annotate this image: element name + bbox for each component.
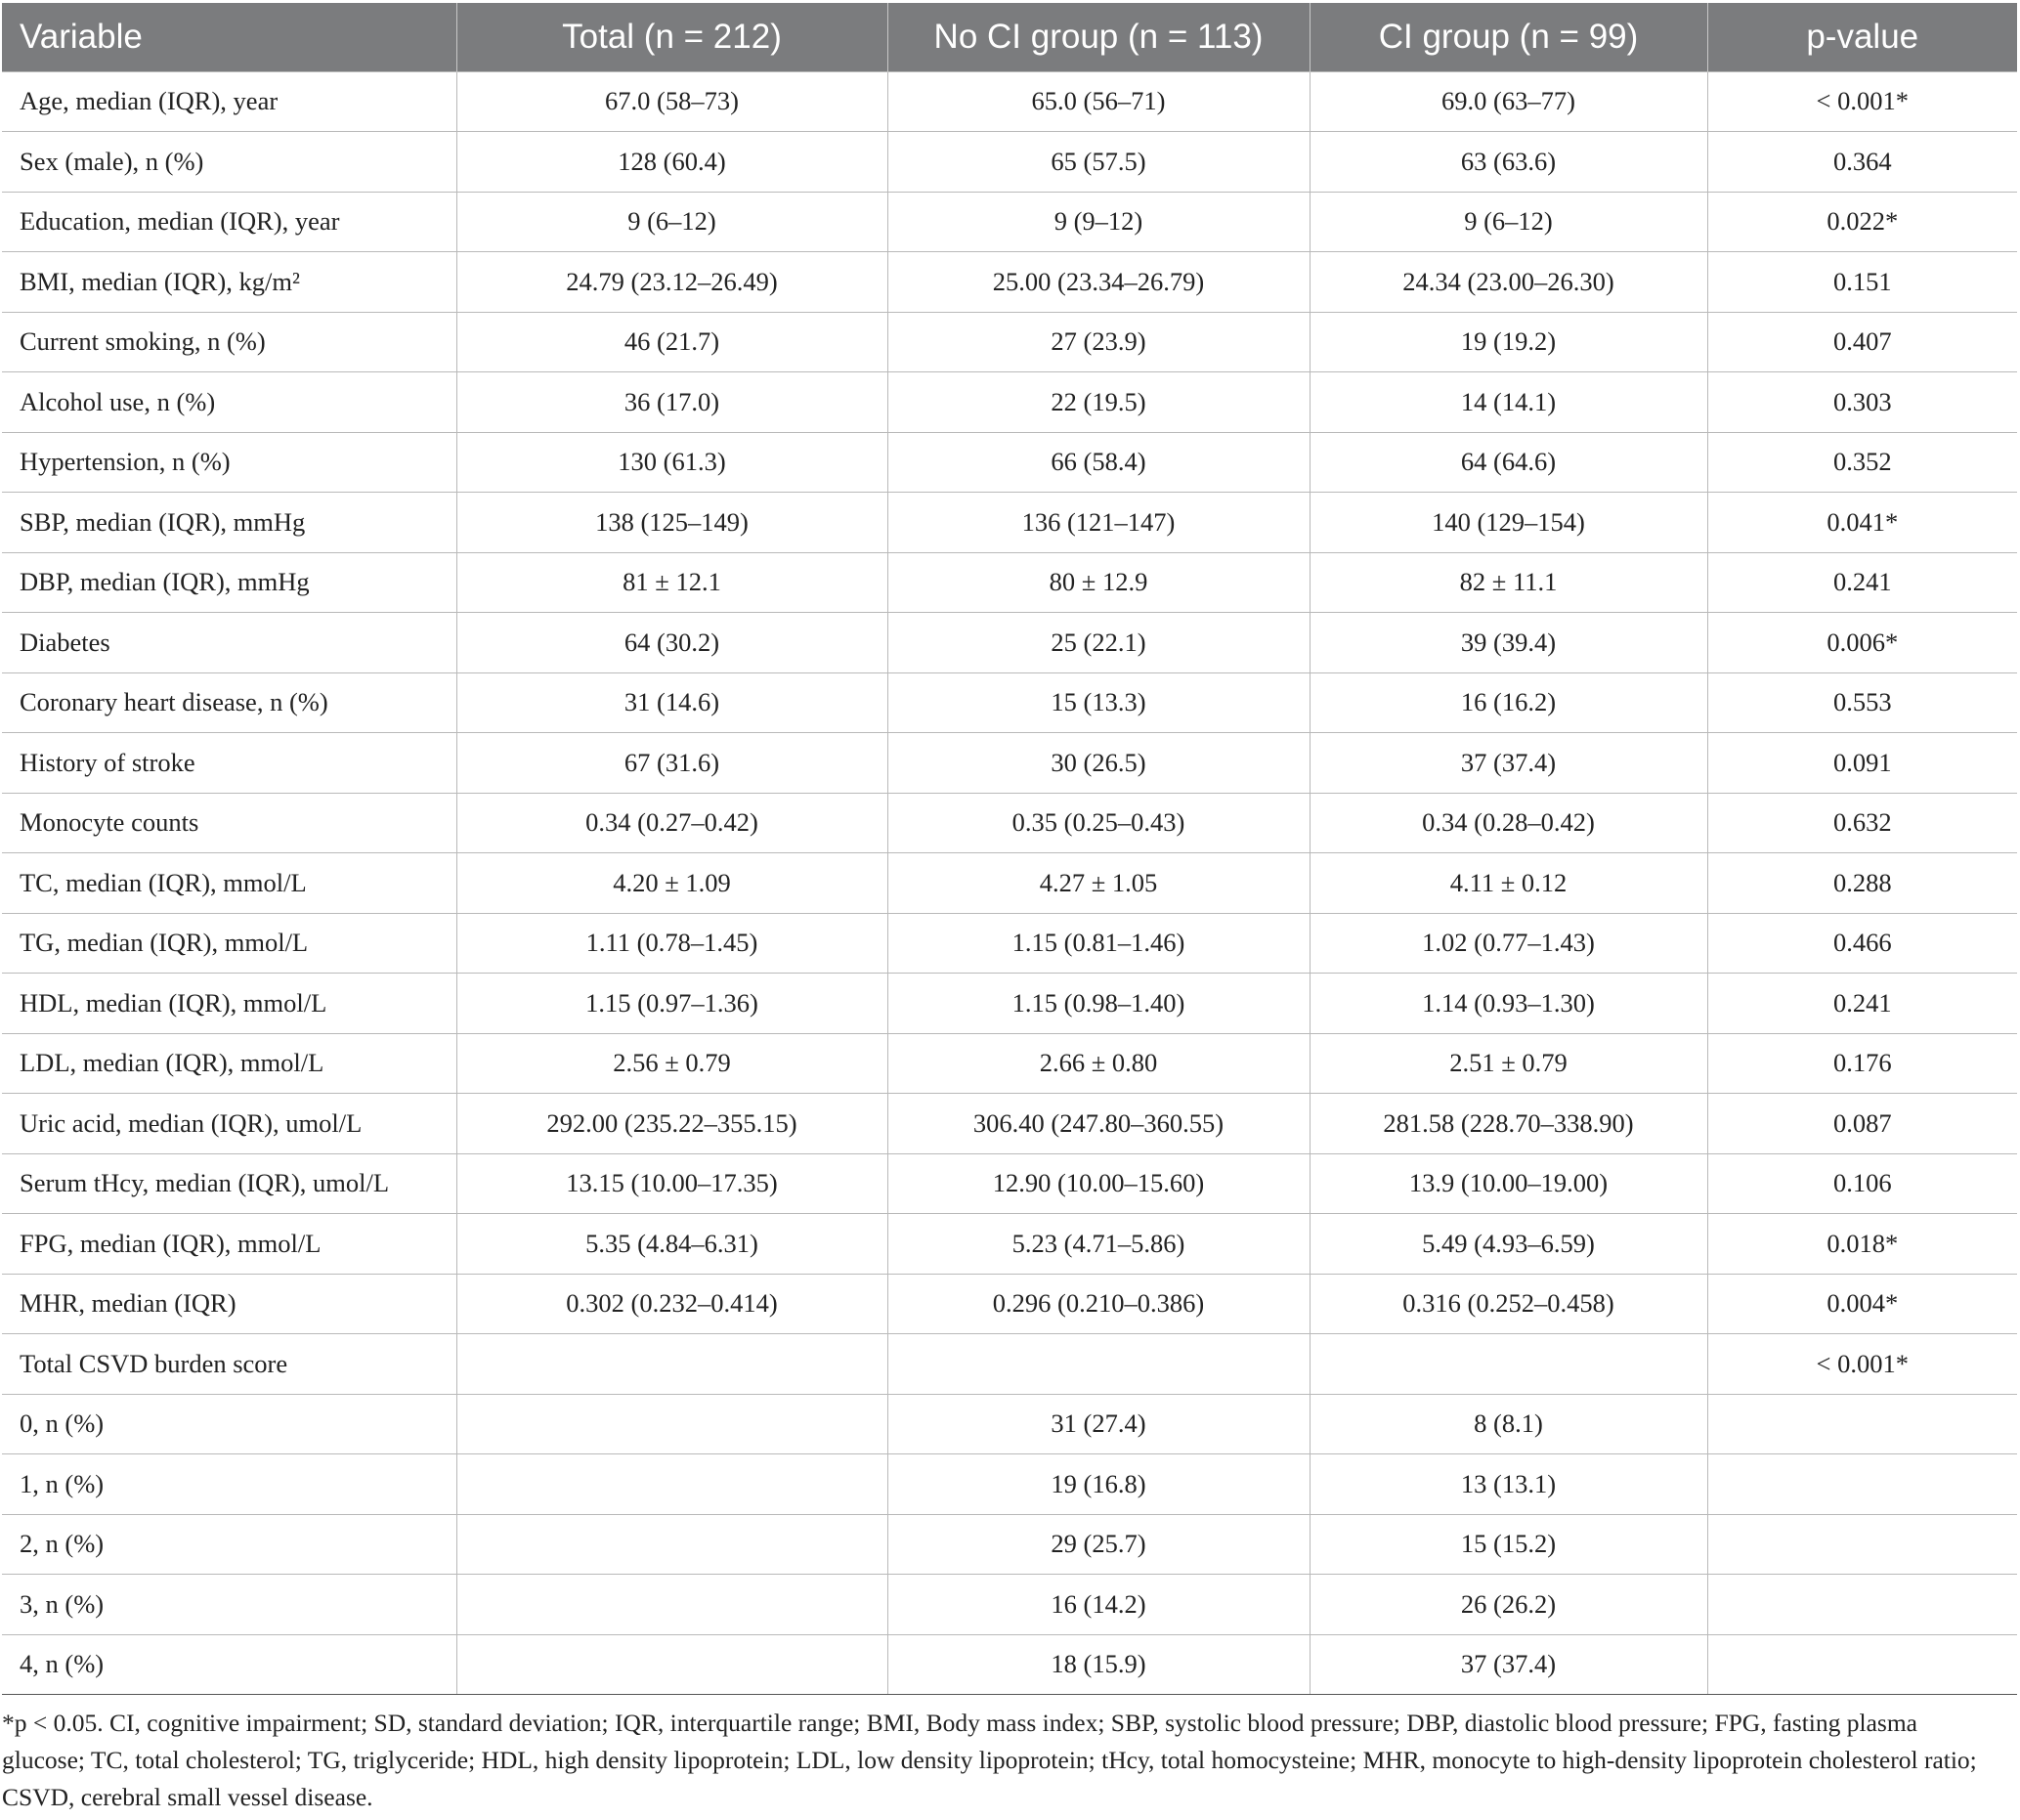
table-row xyxy=(2,672,2017,733)
cell-total: 81 ± 12.1 xyxy=(456,552,887,613)
cell-total xyxy=(456,1454,887,1515)
cell-ci: 24.34 (23.00–26.30) xyxy=(1310,252,1707,313)
header-variable: Variable xyxy=(2,3,456,71)
cell-no-ci: 65 (57.5) xyxy=(887,132,1310,193)
cell-variable: HDL, median (IQR), mmol/L xyxy=(2,974,456,1034)
cell-variable: 0, n (%) xyxy=(2,1394,456,1454)
header-ci-group: CI group (n = 99) xyxy=(1310,3,1707,71)
cell-p-value xyxy=(1707,1634,2017,1695)
cell-ci: 5.49 (4.93–6.59) xyxy=(1310,1214,1707,1275)
cell-no-ci: 1.15 (0.81–1.46) xyxy=(887,913,1310,974)
cell-p-value: 0.176 xyxy=(1707,1033,2017,1094)
cell-variable: Coronary heart disease, n (%) xyxy=(2,672,456,733)
cell-no-ci: 31 (27.4) xyxy=(887,1394,1310,1454)
cell-ci: 16 (16.2) xyxy=(1310,672,1707,733)
cell-variable: 2, n (%) xyxy=(2,1514,456,1575)
table-row xyxy=(2,1575,2017,1635)
cell-ci: 1.14 (0.93–1.30) xyxy=(1310,974,1707,1034)
cell-total: 2.56 ± 0.79 xyxy=(456,1033,887,1094)
cell-no-ci xyxy=(887,1334,1310,1395)
cell-total xyxy=(456,1634,887,1695)
cell-total xyxy=(456,1575,887,1635)
cell-no-ci: 0.296 (0.210–0.386) xyxy=(887,1274,1310,1334)
cell-no-ci: 80 ± 12.9 xyxy=(887,552,1310,613)
cell-variable: Alcohol use, n (%) xyxy=(2,372,456,433)
cell-total: 292.00 (235.22–355.15) xyxy=(456,1094,887,1154)
cell-total: 5.35 (4.84–6.31) xyxy=(456,1214,887,1275)
cell-variable: History of stroke xyxy=(2,733,456,794)
table-row xyxy=(2,1274,2017,1334)
table-row xyxy=(2,493,2017,553)
cell-p-value xyxy=(1707,1394,2017,1454)
cell-p-value: 0.364 xyxy=(1707,132,2017,193)
cell-variable: LDL, median (IQR), mmol/L xyxy=(2,1033,456,1094)
cell-ci: 8 (8.1) xyxy=(1310,1394,1707,1454)
table-row xyxy=(2,974,2017,1034)
cell-ci: 15 (15.2) xyxy=(1310,1514,1707,1575)
cell-ci: 39 (39.4) xyxy=(1310,613,1707,673)
table-row xyxy=(2,1153,2017,1214)
cell-ci: 13 (13.1) xyxy=(1310,1454,1707,1515)
cell-no-ci: 65.0 (56–71) xyxy=(887,71,1310,132)
cell-total: 67 (31.6) xyxy=(456,733,887,794)
cell-ci: 4.11 ± 0.12 xyxy=(1310,853,1707,914)
header-total: Total (n = 212) xyxy=(456,3,887,71)
header-row xyxy=(2,3,2017,71)
baseline-characteristics-table xyxy=(2,3,2017,1695)
cell-total: 4.20 ± 1.09 xyxy=(456,853,887,914)
cell-ci: 14 (14.1) xyxy=(1310,372,1707,433)
cell-no-ci: 18 (15.9) xyxy=(887,1634,1310,1695)
cell-total: 67.0 (58–73) xyxy=(456,71,887,132)
cell-ci: 0.34 (0.28–0.42) xyxy=(1310,793,1707,853)
cell-no-ci: 22 (19.5) xyxy=(887,372,1310,433)
cell-total: 31 (14.6) xyxy=(456,672,887,733)
header-no-ci-group: No CI group (n = 113) xyxy=(887,3,1310,71)
cell-total: 36 (17.0) xyxy=(456,372,887,433)
cell-total: 1.15 (0.97–1.36) xyxy=(456,974,887,1034)
cell-no-ci: 19 (16.8) xyxy=(887,1454,1310,1515)
cell-p-value: 0.091 xyxy=(1707,733,2017,794)
cell-ci: 9 (6–12) xyxy=(1310,192,1707,252)
cell-no-ci: 136 (121–147) xyxy=(887,493,1310,553)
cell-variable: Sex (male), n (%) xyxy=(2,132,456,193)
cell-p-value: 0.241 xyxy=(1707,552,2017,613)
table-row xyxy=(2,733,2017,794)
cell-variable: Uric acid, median (IQR), umol/L xyxy=(2,1094,456,1154)
table-row xyxy=(2,793,2017,853)
cell-variable: Total CSVD burden score xyxy=(2,1334,456,1395)
cell-no-ci: 12.90 (10.00–15.60) xyxy=(887,1153,1310,1214)
cell-no-ci: 25 (22.1) xyxy=(887,613,1310,673)
cell-ci: 63 (63.6) xyxy=(1310,132,1707,193)
cell-p-value: 0.004* xyxy=(1707,1274,2017,1334)
cell-variable: TC, median (IQR), mmol/L xyxy=(2,853,456,914)
cell-variable: 1, n (%) xyxy=(2,1454,456,1515)
cell-total: 0.302 (0.232–0.414) xyxy=(456,1274,887,1334)
cell-p-value: 0.041* xyxy=(1707,493,2017,553)
cell-no-ci: 29 (25.7) xyxy=(887,1514,1310,1575)
table-row xyxy=(2,312,2017,372)
cell-no-ci: 15 (13.3) xyxy=(887,672,1310,733)
cell-variable: DBP, median (IQR), mmHg xyxy=(2,552,456,613)
cell-ci: 69.0 (63–77) xyxy=(1310,71,1707,132)
cell-no-ci: 25.00 (23.34–26.79) xyxy=(887,252,1310,313)
cell-p-value: 0.106 xyxy=(1707,1153,2017,1214)
cell-total: 0.34 (0.27–0.42) xyxy=(456,793,887,853)
cell-p-value: 0.022* xyxy=(1707,192,2017,252)
cell-p-value: 0.632 xyxy=(1707,793,2017,853)
cell-ci: 13.9 (10.00–19.00) xyxy=(1310,1153,1707,1214)
cell-variable: Serum tHcy, median (IQR), umol/L xyxy=(2,1153,456,1214)
cell-total: 13.15 (10.00–17.35) xyxy=(456,1153,887,1214)
cell-ci xyxy=(1310,1334,1707,1395)
table-row xyxy=(2,192,2017,252)
table-row xyxy=(2,613,2017,673)
cell-ci: 2.51 ± 0.79 xyxy=(1310,1033,1707,1094)
cell-total: 46 (21.7) xyxy=(456,312,887,372)
cell-no-ci: 1.15 (0.98–1.40) xyxy=(887,974,1310,1034)
cell-no-ci: 2.66 ± 0.80 xyxy=(887,1033,1310,1094)
cell-no-ci: 0.35 (0.25–0.43) xyxy=(887,793,1310,853)
table-footnote: *p < 0.05. CI, cognitive impairment; SD, standard deviation; IQR, interquartile range; BMI, Body mass index; SBP, systolic blood pressure; DBP, diastolic blood pressure; FPG, fasting plasma glucose; TC, total cholesterol; TG, triglyceride; HDL, high density lipoprotein; LDL, low density lipoprotein; tHcy, total homocysteine; MHR, monocyte to high-density lipoprotein cholesterol ratio; CSVD, cerebral small vessel disease. xyxy=(2,1709,1977,1811)
cell-total: 130 (61.3) xyxy=(456,432,887,493)
table-row xyxy=(2,1033,2017,1094)
cell-p-value: 0.006* xyxy=(1707,613,2017,673)
cell-variable: Education, median (IQR), year xyxy=(2,192,456,252)
cell-no-ci: 306.40 (247.80–360.55) xyxy=(887,1094,1310,1154)
cell-total xyxy=(456,1334,887,1395)
table-row xyxy=(2,1514,2017,1575)
table-row xyxy=(2,1214,2017,1275)
cell-p-value: 0.303 xyxy=(1707,372,2017,433)
cell-total: 9 (6–12) xyxy=(456,192,887,252)
cell-variable: MHR, median (IQR) xyxy=(2,1274,456,1334)
cell-p-value: 0.553 xyxy=(1707,672,2017,733)
cell-no-ci: 30 (26.5) xyxy=(887,733,1310,794)
cell-ci: 1.02 (0.77–1.43) xyxy=(1310,913,1707,974)
table-row xyxy=(2,252,2017,313)
cell-total xyxy=(456,1514,887,1575)
cell-total: 138 (125–149) xyxy=(456,493,887,553)
cell-variable: Diabetes xyxy=(2,613,456,673)
table-container xyxy=(2,3,2017,1695)
header-p-value: p-value xyxy=(1707,3,2017,71)
table-row xyxy=(2,372,2017,433)
cell-total: 64 (30.2) xyxy=(456,613,887,673)
cell-ci: 0.316 (0.252–0.458) xyxy=(1310,1274,1707,1334)
cell-no-ci: 5.23 (4.71–5.86) xyxy=(887,1214,1310,1275)
cell-p-value xyxy=(1707,1514,2017,1575)
cell-total xyxy=(456,1394,887,1454)
cell-p-value: < 0.001* xyxy=(1707,1334,2017,1395)
table-row xyxy=(2,552,2017,613)
cell-total: 128 (60.4) xyxy=(456,132,887,193)
cell-p-value: < 0.001* xyxy=(1707,71,2017,132)
cell-no-ci: 9 (9–12) xyxy=(887,192,1310,252)
cell-p-value: 0.151 xyxy=(1707,252,2017,313)
cell-ci: 64 (64.6) xyxy=(1310,432,1707,493)
cell-ci: 37 (37.4) xyxy=(1310,733,1707,794)
table-row xyxy=(2,853,2017,914)
cell-ci: 140 (129–154) xyxy=(1310,493,1707,553)
cell-p-value: 0.466 xyxy=(1707,913,2017,974)
table-body xyxy=(2,71,2017,1695)
table-row xyxy=(2,132,2017,193)
table-row xyxy=(2,1634,2017,1695)
cell-ci: 19 (19.2) xyxy=(1310,312,1707,372)
cell-p-value: 0.087 xyxy=(1707,1094,2017,1154)
cell-no-ci: 16 (14.2) xyxy=(887,1575,1310,1635)
cell-variable: 3, n (%) xyxy=(2,1575,456,1635)
table-row xyxy=(2,913,2017,974)
table-row xyxy=(2,1454,2017,1515)
cell-variable: 4, n (%) xyxy=(2,1634,456,1695)
cell-p-value: 0.241 xyxy=(1707,974,2017,1034)
table-row xyxy=(2,1094,2017,1154)
cell-total: 24.79 (23.12–26.49) xyxy=(456,252,887,313)
cell-variable: Hypertension, n (%) xyxy=(2,432,456,493)
cell-total: 1.11 (0.78–1.45) xyxy=(456,913,887,974)
cell-variable: Age, median (IQR), year xyxy=(2,71,456,132)
table-row xyxy=(2,71,2017,132)
cell-variable: FPG, median (IQR), mmol/L xyxy=(2,1214,456,1275)
cell-no-ci: 66 (58.4) xyxy=(887,432,1310,493)
cell-variable: Monocyte counts xyxy=(2,793,456,853)
cell-p-value: 0.352 xyxy=(1707,432,2017,493)
cell-variable: Current smoking, n (%) xyxy=(2,312,456,372)
cell-no-ci: 4.27 ± 1.05 xyxy=(887,853,1310,914)
table-row xyxy=(2,432,2017,493)
cell-p-value: 0.018* xyxy=(1707,1214,2017,1275)
cell-p-value xyxy=(1707,1454,2017,1515)
table-header xyxy=(2,3,2017,71)
cell-p-value xyxy=(1707,1575,2017,1635)
cell-ci: 26 (26.2) xyxy=(1310,1575,1707,1635)
cell-variable: BMI, median (IQR), kg/m² xyxy=(2,252,456,313)
cell-ci: 82 ± 11.1 xyxy=(1310,552,1707,613)
cell-variable: TG, median (IQR), mmol/L xyxy=(2,913,456,974)
cell-variable: SBP, median (IQR), mmHg xyxy=(2,493,456,553)
cell-p-value: 0.407 xyxy=(1707,312,2017,372)
table-row xyxy=(2,1334,2017,1395)
cell-ci: 281.58 (228.70–338.90) xyxy=(1310,1094,1707,1154)
cell-p-value: 0.288 xyxy=(1707,853,2017,914)
table-row xyxy=(2,1394,2017,1454)
cell-ci: 37 (37.4) xyxy=(1310,1634,1707,1695)
cell-no-ci: 27 (23.9) xyxy=(887,312,1310,372)
